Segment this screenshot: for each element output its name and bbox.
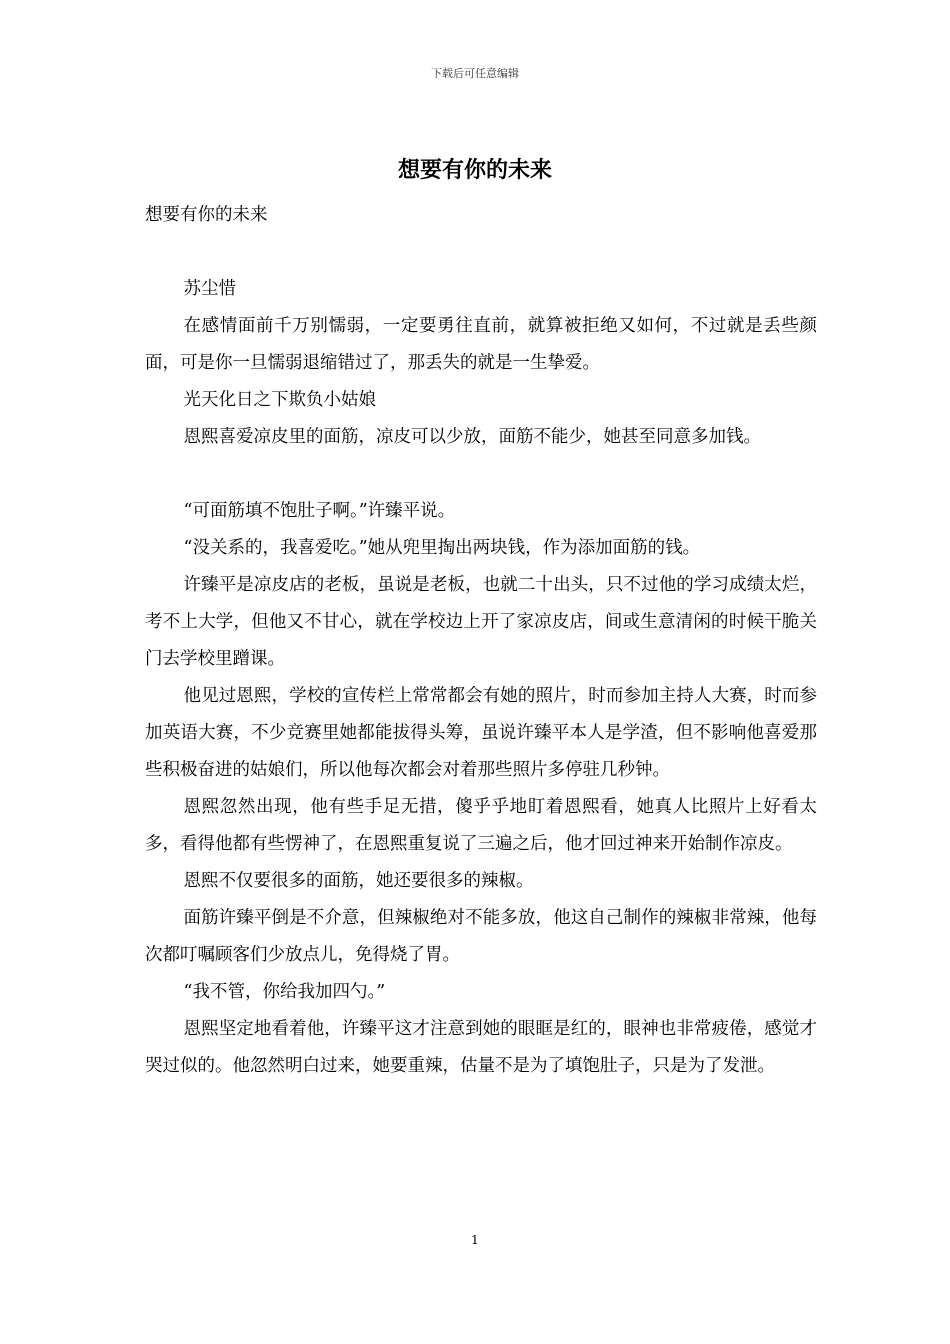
paragraph-8: 恩熙忽然出现，他有些手足无措，傻乎乎地盯着恩熙看，她真人比照片上好看太多，看得他都有些愣神了，在恩熙重复说了三遍之后，他才回过神来开始制作凉皮。	[145, 797, 817, 854]
paragraph-12: 恩熙坚定地看着他，许臻平这才注意到她的眼眶是红的，眼神也非常疲倦，感觉才哭过似的。他忽然明白过来，她要重辣，估量不是为了填饱肚子，只是为了发泄。	[145, 1019, 817, 1076]
paragraph-11: “我不管，你给我加四勺。”	[183, 982, 386, 1002]
paragraph-9: 恩熙不仅要很多的面筋，她还要很多的辣椒。	[183, 871, 534, 891]
paragraph-10: 面筋许臻平倒是不介意，但辣椒绝对不能多放，他这自己制作的辣椒非常辣，他每次都叮嘱顾客们少放点儿，免得烧了胃。	[145, 908, 817, 965]
blank-line	[145, 234, 817, 271]
paragraph-2: 光天化日之下欺负小姑娘	[183, 390, 376, 410]
paragraph-6: 许臻平是凉皮店的老板，虽说是老板，也就二十出头，只不过他的学习成绩太烂，考不上大学，但他又不甘心，就在学校边上开了家凉皮店，间或生意清闲的时候干脆关门去学校里蹭课。	[145, 575, 817, 669]
document-title: 想要有你的未来	[397, 157, 552, 183]
page-number: 1	[471, 1233, 479, 1247]
paragraph-5: “没关系的，我喜爱吃。”她从兜里掏出两块钱，作为添加面筋的钱。	[183, 538, 701, 558]
paragraph-3: 恩熙喜爱凉皮里的面筋，凉皮可以少放，面筋不能少，她甚至同意多加钱。	[183, 427, 761, 447]
author-line: 苏尘惜	[183, 279, 236, 299]
header-note: 下载后可任意编辑	[431, 67, 519, 80]
document-body	[145, 197, 817, 1085]
paragraph-1: 在感情面前千万别懦弱，一定要勇往直前，就算被拒绝又如何，不过就是丢些颜面，可是你一旦懦弱退缩错过了，那丢失的就是一生挚爱。	[145, 316, 817, 373]
blank-line	[145, 456, 817, 493]
paragraph-4: “可面筋填不饱肚子啊。”许臻平说。	[183, 501, 456, 521]
subtitle-line: 想要有你的未来	[145, 205, 268, 225]
paragraph-7: 他见过恩熙，学校的宣传栏上常常都会有她的照片，时而参加主持人大赛，时而参加英语大赛，不少竞赛里她都能拔得头筹，虽说许臻平本人是学渣，但不影响他喜爱那些积极奋进的姑娘们，所以他每次都会对着那些照片多停驻几秒钟。	[145, 686, 817, 780]
